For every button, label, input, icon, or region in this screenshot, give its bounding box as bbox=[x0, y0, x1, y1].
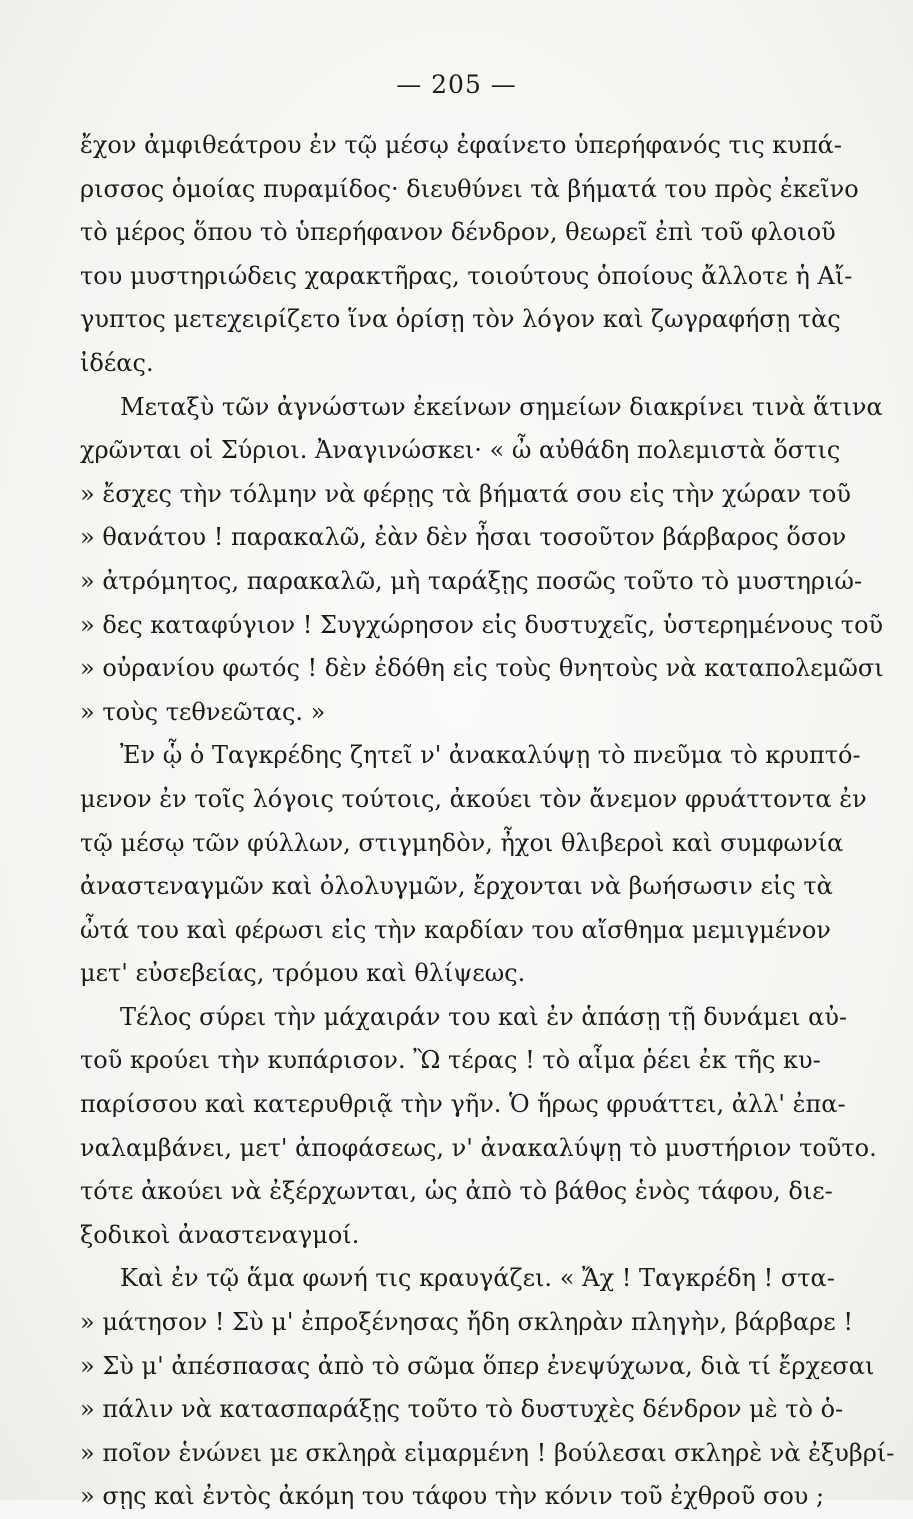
text-line: ἰδέας. bbox=[80, 348, 154, 377]
text-line: τότε ἀκούει νὰ ἐξέρχωνται, ὡς ἀπὸ τὸ βάθος ἑνὸς τάφου, διε- bbox=[80, 1177, 833, 1206]
text-line: » δες καταφύγιον ! Συγχώρησον εἰς δυστυχεῖς, ὑστερημένους τοῦ bbox=[80, 610, 884, 639]
text-body bbox=[80, 124, 895, 1519]
text-line: Τέλος σύρει τὴν μάχαιράν του καὶ ἐν ἁπάσῃ τῇ δυνάμει αὐ- bbox=[120, 1002, 848, 1031]
text-line: ἔχον ἀμφιθεάτρου ἐν τῷ μέσῳ ἐφαίνετο ὑπερήφανός τις κυπά- bbox=[80, 131, 842, 159]
text-line: » πάλιν νὰ κατασπαράξῃς τοῦτο τὸ δυστυχὲς δένδρον μὲ τὸ ὁ- bbox=[80, 1395, 844, 1424]
text-line: ρισσος ὁμοίας πυραμίδος· διευθύνει τὰ βήματά του πρὸς ἐκεῖνο bbox=[80, 174, 859, 203]
text-line: ὦτά του καὶ φέρωσι εἰς τὴν καρδίαν του αἴσθημα μεμιγμένον bbox=[80, 915, 831, 944]
text-line: ναλαμβάνει, μετ' ἀποφάσεως, ν' ἀνακαλύψῃ τὸ μυστήριον τοῦτο. bbox=[80, 1133, 877, 1162]
text-line: » οὐρανίου φωτός ! δὲν ἐδόθη εἰς τοὺς θνητοὺς νὰ καταπολεμῶσι bbox=[80, 654, 884, 683]
text-line: » τοὺς τεθνεῶτας. » bbox=[80, 697, 326, 726]
text-line: ἀναστεναγμῶν καὶ ὀλολυγμῶν, ἔρχονται νὰ βωήσωσιν εἰς τὰ bbox=[80, 872, 833, 901]
text-line: παρίσσου καὶ κατερυθριᾷ τὴν γῆν. Ὁ ἥρως φρυάττει, ἀλλ' ἐπα- bbox=[80, 1090, 846, 1119]
text-line: » θανάτου ! παρακαλῶ, ἐὰν δὲν ἦσαι τοσοῦτον βάρβαρος ὅσον bbox=[80, 523, 847, 552]
text-line: τὸ μέρος ὅπου τὸ ὑπερήφανον δένδρον, θεωρεῖ ἐπὶ τοῦ φλοιοῦ bbox=[80, 218, 836, 247]
text-line: μετ' εὐσεβείας, τρόμου καὶ θλίψεως. bbox=[80, 959, 526, 988]
text-line: τῷ μέσῳ τῶν φύλλων, στιγμηδὸν, ἦχοι θλιβεροὶ καὶ συμφωνία bbox=[80, 828, 844, 857]
text-line: » ἔσχες τὴν τόλμην νὰ φέρῃς τὰ βήματά σου εἰς τὴν χώραν τοῦ bbox=[80, 479, 851, 508]
text-line: του μυστηριώδεις χαρακτῆρας, τοιούτους ὁποίους ἄλλοτε ἡ Αἴ- bbox=[80, 261, 853, 290]
text-line: τοῦ κρούει τὴν κυπάρισον. Ὢ τέρας ! τὸ αἷμα ῥέει ἐκ τῆς κυ- bbox=[80, 1046, 821, 1075]
text-line: μενον ἐν τοῖς λόγοις τούτοις, ἀκούει τὸν ἄνεμον φρυάττοντα ἐν bbox=[80, 784, 867, 813]
text-line: Ἐν ᾧ ὁ Ταγκρέδης ζητεῖ ν' ἀνακαλύψῃ τὸ πνεῦμα τὸ κρυπτό- bbox=[120, 741, 861, 770]
text-line: » ποῖον ἑνώνει με σκληρὰ εἱμαρμένη ! βούλεσαι σκληρὲ νὰ ἐξυβρί- bbox=[80, 1438, 895, 1467]
page-number: — 205 — bbox=[396, 70, 517, 99]
text-line: χρῶνται οἱ Σύριοι. Ἀναγινώσκει· « ὦ αὐθάδη πολεμιστὰ ὅστις bbox=[80, 436, 841, 465]
text-line: » Σὺ μ' ἀπέσπασας ἀπὸ τὸ σῶμα ὅπερ ἐνεψύχωνα, διὰ τί ἔρχεσαι bbox=[80, 1351, 875, 1380]
text-line: γυπτος μετεχειρίζετο ἵνα ὁρίσῃ τὸν λόγον καὶ ζωγραφήσῃ τὰς bbox=[80, 305, 841, 334]
text-line: » σῃς καὶ ἐντὸς ἀκόμη του τάφου τὴν κόνιν τοῦ ἐχθροῦ σου ; bbox=[80, 1482, 825, 1511]
text-line: » ἀτρόμητος, παρακαλῶ, μὴ ταράξῃς ποσῶς τοῦτο τὸ μυστηριώ- bbox=[80, 566, 863, 595]
text-line: Μεταξὺ τῶν ἀγνώστων ἐκείνων σημείων διακρίνει τινὰ ἅτινα bbox=[120, 392, 883, 421]
text-line: » μάτησον ! Σὺ μ' ἐπροξένησας ἤδη σκληρὰν πληγὴν, βάρβαρε ! bbox=[80, 1308, 853, 1337]
text-line: Καὶ ἐν τῷ ἅμα φωνή τις κραυγάζει. « Ἄχ ! Ταγκρέδη ! στα- bbox=[120, 1264, 835, 1293]
text-line: ξοδικοὶ ἀναστεναγμοί. bbox=[80, 1220, 360, 1249]
